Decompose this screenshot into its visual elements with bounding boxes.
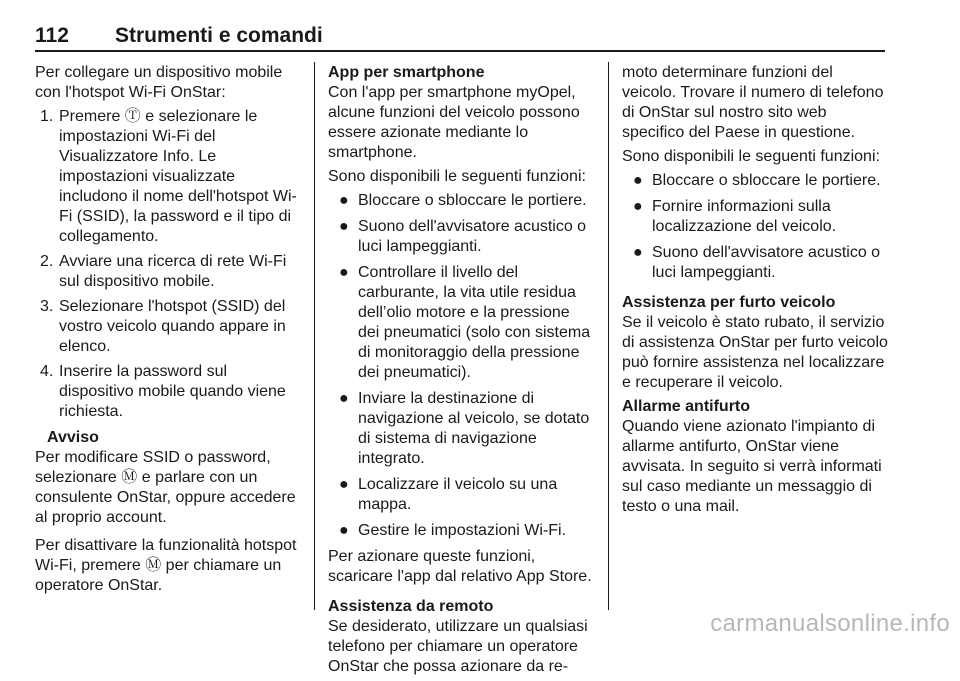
step-number: 3. [40,298,54,315]
list-item [328,521,593,541]
step-item [35,297,300,357]
list-item [328,389,593,469]
remote-assistance-cont: moto determinare funzioni del veicolo. Trovare il numero di telefono di OnStar sul nostro sito web specifico del Paese in questione. [622,64,884,141]
functions-intro: Sono disponibili le seguenti funzioni: [622,148,880,165]
step-text: Avviare una ricerca di rete Wi-Fi sul dispositivo mobile. [59,253,287,290]
bullet-icon: ● [339,192,349,209]
functions-intro: Sono disponibili le seguenti funzioni: [328,168,586,185]
list-item-text: Controllare il livello del carburante, la vita utile residua dell’olio motore e la pressione dei pneumatici (solo con sistema di monitoraggio della pressione dei pneumatici). [358,264,591,381]
bullet-icon: ● [339,218,349,235]
list-item-text: Inviare la destinazione di navigazione al veicolo, se dotato di sistema di navigazione integrato. [358,390,590,467]
theft-assistance-text: Se il veicolo è stato rubato, il servizio di assistenza OnStar per furto veicolo può fornire assistenza nel localizzare e recuperare il veicolo. [622,314,888,391]
bullet-icon: ● [339,476,349,493]
bullet-icon: ● [633,198,643,215]
bullet-icon: ● [339,390,349,407]
list-item [328,191,593,211]
remote-assistance-text: Se desiderato, utilizzare un qualsiasi telefono per chiamare un operatore OnStar che possa azionare da re- [328,618,588,675]
list-item [622,243,890,283]
list-item-text: Suono dell'avvisatore acustico o luci lampeggianti. [358,218,587,255]
list-item [328,263,593,383]
column-divider [314,62,315,610]
list-item [328,217,593,257]
smartphone-functions-list [328,191,593,541]
list-item-text: Localizzare il veicolo su una mappa. [358,476,558,513]
bullet-icon: ● [633,172,643,189]
step-number: 4. [40,363,54,380]
column-divider [608,62,609,610]
note-box [35,428,300,528]
step-item [35,107,300,247]
note-text: Per modificare SSID o password, selezionare Ⓜ e parlare con un consulente OnStar, oppure accedere al proprio account. [35,449,296,526]
heading-remote-assistance: Assistenza da remoto [328,598,494,615]
step-item [35,362,300,422]
list-item-text: Bloccare o sbloccare le portiere. [358,192,587,209]
bullet-icon: ● [339,522,349,539]
app-store-text: Per azionare queste funzioni, scaricare l'app dal relativo App Store. [328,548,592,585]
list-item-text: Suono dell'avvisatore acustico o luci lampeggianti. [652,244,881,281]
section-title: Strumenti e comandi [115,24,323,47]
list-item-text: Fornire informazioni sulla localizzazione del veicolo. [652,198,837,235]
step-number: 1. [40,108,54,125]
column-2 [328,63,593,681]
smartphone-app-intro: Con l'app per smartphone myOpel, alcune funzioni del veicolo possono essere azionate mediante lo smartphone. [328,84,580,161]
page-number: 112 [35,24,69,47]
hotspot-intro: Per collegare un dispositivo mobile con l'hotspot Wi-Fi OnStar: [35,64,283,101]
column-3 [622,63,890,521]
heading-theft-alarm: Allarme antifurto [622,398,751,415]
heading-theft-assistance: Assistenza per furto veicolo [622,294,836,311]
page-header [35,18,885,52]
bullet-icon: ● [339,264,349,281]
remote-functions-list [622,171,890,283]
list-item-text: Bloccare o sbloccare le portiere. [652,172,881,189]
heading-smartphone-app: App per smartphone [328,64,485,81]
step-number: 2. [40,253,54,270]
bullet-icon: ● [633,244,643,261]
theft-alarm-text: Quando viene azionato l'impianto di allarme antifurto, OnStar viene avvisata. In seguito si verrà informati sul caso mediante un messaggio di testo o una mail. [622,418,882,515]
step-text: Inserire la password sul dispositivo mobile quando viene richiesta. [59,363,286,420]
header-rule [35,50,885,52]
hotspot-disable-text: Per disattivare la funzionalità hotspot Wi-Fi, premere Ⓜ per chiamare un operatore OnStar. [35,537,297,594]
note-label: Avviso [47,429,99,446]
step-text: Premere Ⓣ e selezionare le impostazioni Wi-Fi del Visualizzatore Info. Le impostazioni visualizzate includono il nome dell'hotspot Wi-Fi (SSID), la password e il tipo di collegamento. [59,108,297,245]
step-item [35,252,300,292]
watermark: carmanualsonline.info [710,610,950,637]
column-1 [35,63,300,600]
hotspot-steps [35,107,300,422]
list-item [622,171,890,191]
step-text: Selezionare l'hotspot (SSID) del vostro veicolo quando appare in elenco. [59,298,286,355]
list-item-text: Gestire le impostazioni Wi-Fi. [358,522,567,539]
list-item [622,197,890,237]
list-item [328,475,593,515]
